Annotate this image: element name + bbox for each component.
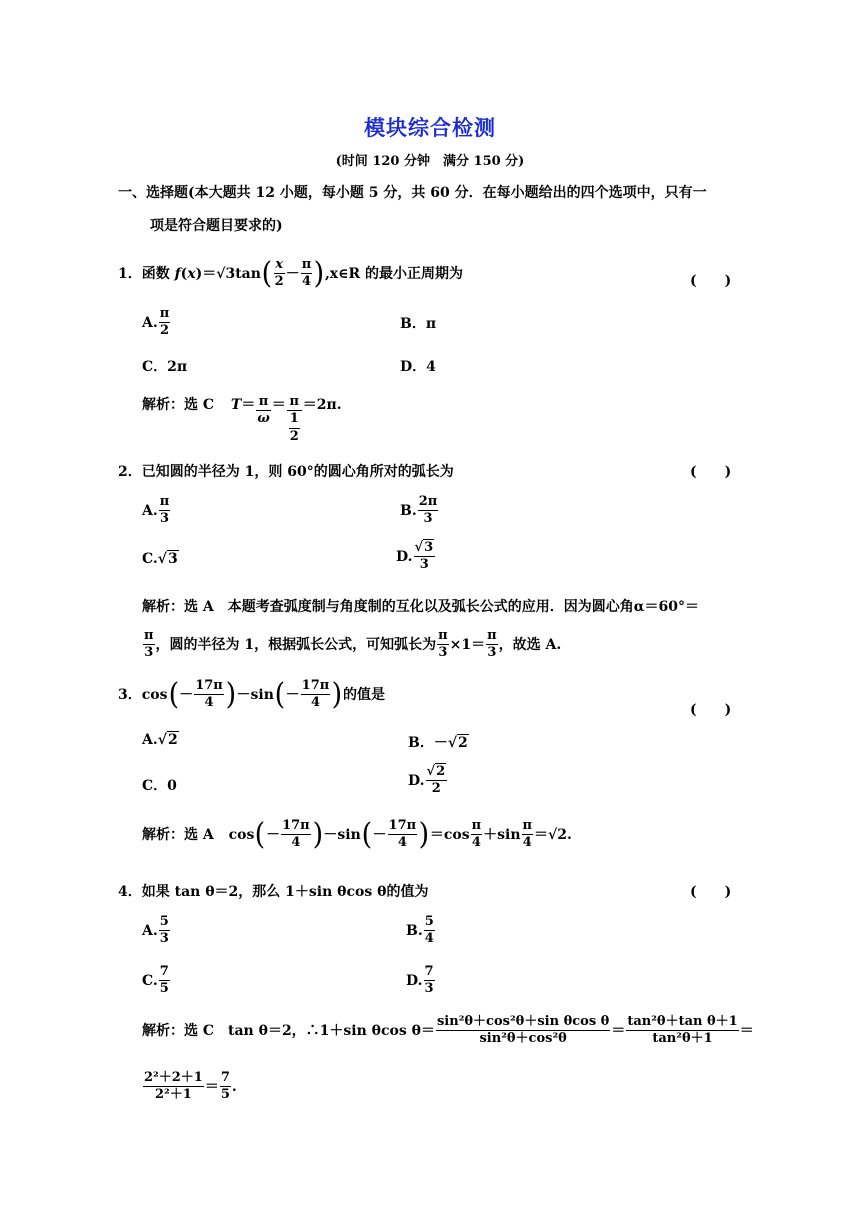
question-2-option-b: B. $\frac{2\pi}{3}$ [400, 494, 438, 527]
question-2-solution-line1: 解析：选 A 本题考查弧度制与角度制的互化以及弧长公式的应用．因为圆心角α＝60°＝ [142, 599, 699, 615]
question-1-stem: 1．函数 f(x)＝√3tan( $\frac{x}{2}$ － $\frac{\pi}{4}$ ),x∈R 的最小正周期为 [118, 255, 464, 291]
question-3-stem: 3．cos(－ $\frac{17\pi}{4}$ )－sin(－ $\frac{17\pi}{4}$ )的值是 [118, 676, 385, 712]
question-3-option-d: D. $\frac{√2}{2}$ [408, 764, 446, 797]
question-3-solution: 解析：选 A cos(－ $\frac{17\pi}{4}$ )－sin(－ $\frac{17\pi}{4}$ )＝cos $\frac{\pi}{4}$ ＋sin $\frac{\pi}{4}$ ＝√2. [142, 816, 572, 852]
question-4-option-a: A. $\frac{5}{3}$ [142, 914, 169, 947]
page-subtitle: (时间 120 分钟 满分 150 分) [335, 154, 525, 169]
section-heading-line2: 项是符合题目要求的) [150, 218, 283, 234]
question-4-solution-line2: $\frac{\text{2²＋2＋1}}{\text{2²＋1}}$ ＝ $\frac{7}{5}$ . [144, 1070, 237, 1103]
question-2-stem: 2．已知圆的半径为 1，则 60°的圆心角所对的弧长为 [118, 464, 454, 480]
question-1-option-b: B．π [400, 316, 437, 332]
question-2-answer-blank: ( ) [690, 464, 732, 480]
question-3-option-c: C．0 [142, 778, 177, 794]
question-4-option-c: C. $\frac{7}{5}$ [142, 964, 169, 997]
section-heading-line1: 一、选择题(本大题共 12 小题，每小题 5 分，共 60 分．在每小题给出的四个选项中，只有一 [118, 185, 707, 201]
question-4-option-d: D. $\frac{7}{3}$ [406, 964, 434, 997]
question-4-option-b: B. $\frac{5}{4}$ [406, 914, 434, 947]
question-3-option-b: B．－√2 [408, 735, 468, 751]
question-2-option-a: A. $\frac{\pi}{3}$ [142, 494, 170, 527]
question-1-answer-blank: ( ) [690, 273, 732, 289]
question-3-answer-blank: ( ) [690, 702, 732, 718]
question-2-solution-line2: $\frac{\pi}{3}$ ，圆的半径为 1，根据弧长公式，可知弧长为 $\frac{\pi}{3}$ ×1＝ $\frac{\pi}{3}$ ，故选 A. [144, 628, 562, 661]
question-1-option-c: C．2π [142, 359, 188, 375]
question-3-option-a: A.√2 [142, 732, 178, 748]
question-4-answer-blank: ( ) [690, 884, 732, 900]
question-1-option-a: A. $\frac{\pi}{2}$ [142, 306, 170, 339]
question-4-solution-line1: 解析：选 C tan θ＝2，∴1＋sin θcos θ＝ $\frac{\text{sin²θ＋cos²θ＋sin θcos θ}}{\text{sin²θ＋cos²θ}}$ ＝ $\frac{\text{tan²θ＋tan θ＋1}}{\text{tan²θ＋1}}$ ＝ [142, 1014, 754, 1047]
question-2-option-c: C.√3 [142, 551, 178, 567]
question-1-solution: 解析：选 C T＝ $\frac{\pi}{\omega}$ ＝ $\frac{\pi}{\frac{1}{2}}$ ＝2π. [142, 394, 342, 444]
question-2-option-d: D. $\frac{√3}{3}$ [396, 540, 434, 573]
question-4-stem: 4．如果 tan θ＝2，那么 1＋sin θcos θ的值为 [118, 884, 429, 900]
page-title: 模块综合检测 [364, 116, 496, 140]
question-1-option-d: D．4 [400, 359, 436, 375]
